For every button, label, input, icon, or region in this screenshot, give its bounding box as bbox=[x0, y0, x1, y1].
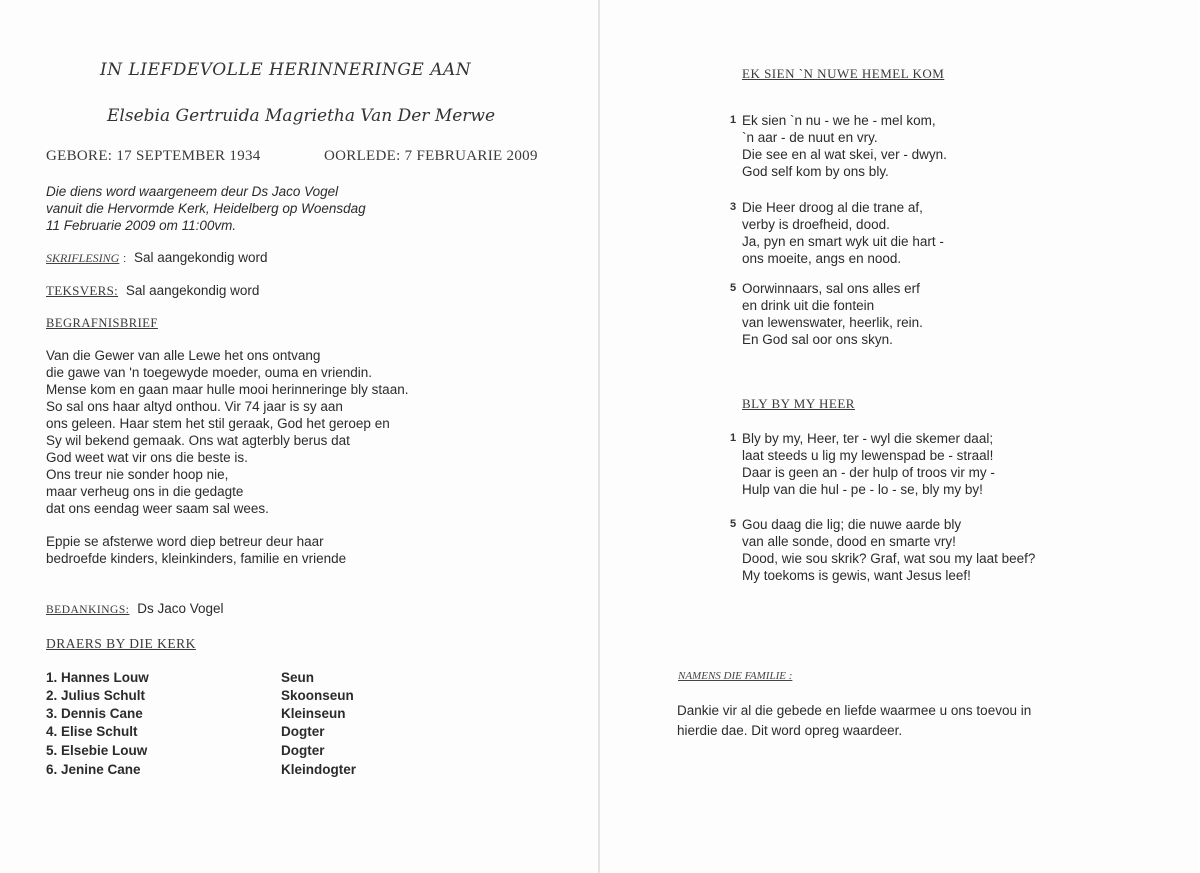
bedankings-value: Ds Jaco Vogel bbox=[137, 601, 224, 616]
pallbearer-relation: Seun bbox=[281, 670, 315, 685]
letter-line: So sal ons haar altyd onthou. Vir 74 jaar is sy aan bbox=[46, 399, 343, 414]
death-date: OORLEDE: 7 FEBRUARIE 2009 bbox=[324, 148, 538, 164]
pallbearer-row bbox=[46, 723, 446, 742]
deceased-name: Elsebia Gertruida Magrietha Van Der Merwe bbox=[107, 106, 496, 126]
verse-lines bbox=[742, 430, 995, 498]
verse-line: En God sal oor ons skyn. bbox=[742, 332, 893, 347]
service-line: Die diens word waargeneem deur Ds Jaco Vogel bbox=[46, 184, 339, 199]
family-line: hierdie dae. Dit word opreg waardeer. bbox=[677, 723, 903, 738]
pallbearer-row bbox=[46, 687, 446, 705]
verse-line: Ek sien `n nu - we he - mel kom, bbox=[742, 113, 936, 128]
verse-line: My toekoms is gewis, want Jesus leef! bbox=[742, 568, 971, 583]
verse-line: Die see en al wat skei, ver - dwyn. bbox=[742, 147, 947, 162]
hymn1-title: EK SIEN `N NUWE HEMEL KOM bbox=[742, 66, 945, 81]
pallbearer-row bbox=[46, 669, 446, 687]
verse-line: Oorwinnaars, sal ons alles erf bbox=[742, 281, 920, 296]
pallbearer-name: 3. Dennis Cane bbox=[46, 706, 143, 721]
family-message bbox=[677, 701, 1031, 741]
family-line: Dankie vir al die gebede en liefde waarmee u ons toevou in bbox=[677, 703, 1032, 718]
pallbearer-row bbox=[46, 742, 446, 761]
bedankings-label: BEDANKINGS: bbox=[46, 604, 130, 616]
pallbearer-relation: Kleindogter bbox=[281, 762, 357, 777]
verse-lines bbox=[742, 516, 1035, 584]
pallbearer-relation: Dogter bbox=[281, 724, 325, 739]
letter-line: dat ons eendag weer saam sal wees. bbox=[46, 501, 269, 516]
letter-line: die gawe van 'n toegewyde moeder, ouma en vriendin. bbox=[46, 365, 373, 380]
pallbearer-row bbox=[46, 705, 446, 723]
teksvers-row bbox=[46, 282, 259, 299]
verse-line: Gou daag die lig; die nuwe aarde bly bbox=[742, 517, 962, 532]
verse-number: 1 bbox=[730, 432, 737, 444]
service-line: vanuit die Hervormde Kerk, Heidelberg op Woensdag bbox=[46, 201, 366, 216]
skriflesing-row bbox=[46, 249, 268, 268]
pallbearer-name: 6. Jenine Cane bbox=[46, 762, 141, 777]
draers-heading: DRAERS BY DIE KERK bbox=[46, 636, 196, 651]
letter-line: maar verheug ons in die gedagte bbox=[46, 484, 244, 499]
pallbearers-list bbox=[46, 669, 446, 780]
memorial-title: IN LIEFDEVOLLE HERINNERINGE AAN bbox=[100, 60, 472, 80]
pallbearer-relation: Kleinseun bbox=[281, 706, 346, 721]
verse-number: 5 bbox=[730, 518, 737, 530]
family-heading: NAMENS DIE FAMILIE : bbox=[678, 670, 793, 682]
letter-line: Mense kom en gaan maar hulle mooi herinneringe bly staan. bbox=[46, 382, 409, 397]
right-page bbox=[600, 0, 1198, 873]
verse-number: 5 bbox=[730, 282, 737, 294]
closing-line: Eppie se afsterwe word diep betreur deur haar bbox=[46, 534, 324, 549]
teksvers-label: TEKSVERS: bbox=[46, 283, 119, 298]
verse-line: ons moeite, angs en nood. bbox=[742, 251, 902, 266]
verse-line: en drink uit die fontein bbox=[742, 298, 875, 313]
verse-line: Ja, pyn en smart wyk uit die hart - bbox=[742, 234, 944, 249]
verse-line: van lewenswater, heerlik, rein. bbox=[742, 315, 923, 330]
verse-lines bbox=[742, 199, 944, 267]
teksvers-value: Sal aangekondig word bbox=[125, 283, 260, 298]
skriflesing-label: SKRIFLESING bbox=[46, 251, 120, 265]
verse-line: Die Heer droog al die trane af, bbox=[742, 200, 923, 215]
verse-line: Dood, wie sou skrik? Graf, wat sou my laat beef? bbox=[742, 551, 1036, 566]
verse-line: Hulp van die hul - pe - lo - se, bly my by! bbox=[742, 482, 983, 497]
birth-date: GEBORE: 17 SEPTEMBER 1934 bbox=[46, 148, 261, 164]
pallbearer-relation: Skoonseun bbox=[281, 688, 354, 703]
verse-line: `n aar - de nuut en vry. bbox=[742, 130, 878, 145]
letter-line: God weet wat vir ons die beste is. bbox=[46, 450, 248, 465]
verse-line: laat steeds u lig my lewenspad be - straal! bbox=[742, 448, 994, 463]
service-details bbox=[46, 183, 366, 234]
pallbearer-name: 4. Elise Schult bbox=[46, 724, 138, 739]
skriflesing-value: Sal aangekondig word bbox=[133, 250, 268, 265]
verse-line: Daar is geen an - der hulp of troos vir my - bbox=[742, 465, 995, 480]
left-page bbox=[0, 0, 598, 873]
bedankings-row bbox=[46, 600, 224, 619]
begrafnisbrief-text bbox=[46, 347, 408, 517]
verse-line: God self kom by ons bly. bbox=[742, 164, 889, 179]
service-line: 11 Februarie 2009 om 11:00vm. bbox=[46, 218, 237, 233]
pallbearer-name: 5. Elsebie Louw bbox=[46, 743, 148, 758]
verse-line: verby is droefheid, dood. bbox=[742, 217, 890, 232]
pallbearer-name: 2. Julius Schult bbox=[46, 688, 146, 703]
verse-line: van alle sonde, dood en smarte vry! bbox=[742, 534, 956, 549]
letter-line: Van die Gewer van alle Lewe het ons ontvang bbox=[46, 348, 321, 363]
verse-line: Bly by my, Heer, ter - wyl die skemer daal; bbox=[742, 431, 994, 446]
verse-number: 3 bbox=[730, 201, 737, 213]
skriflesing-sep: : bbox=[123, 253, 127, 265]
letter-line: ons geleen. Haar stem het stil geraak, God het geroep en bbox=[46, 416, 390, 431]
letter-line: Sy wil bekend gemaak. Ons wat agterbly berus dat bbox=[46, 433, 350, 448]
verse-lines bbox=[742, 112, 947, 180]
letter-line: Ons treur nie sonder hoop nie, bbox=[46, 467, 229, 482]
closing-text bbox=[46, 533, 346, 567]
begrafnisbrief-heading: BEGRAFNISBRIEF bbox=[46, 316, 158, 330]
verse-number: 1 bbox=[730, 114, 737, 126]
closing-line: bedroefde kinders, kleinkinders, familie en vriende bbox=[46, 551, 347, 566]
verse-lines bbox=[742, 280, 923, 348]
hymn2-title: BLY BY MY HEER bbox=[742, 396, 855, 411]
pallbearer-relation: Dogter bbox=[281, 743, 325, 758]
pallbearer-row bbox=[46, 761, 446, 780]
pallbearer-name: 1. Hannes Louw bbox=[46, 670, 149, 685]
